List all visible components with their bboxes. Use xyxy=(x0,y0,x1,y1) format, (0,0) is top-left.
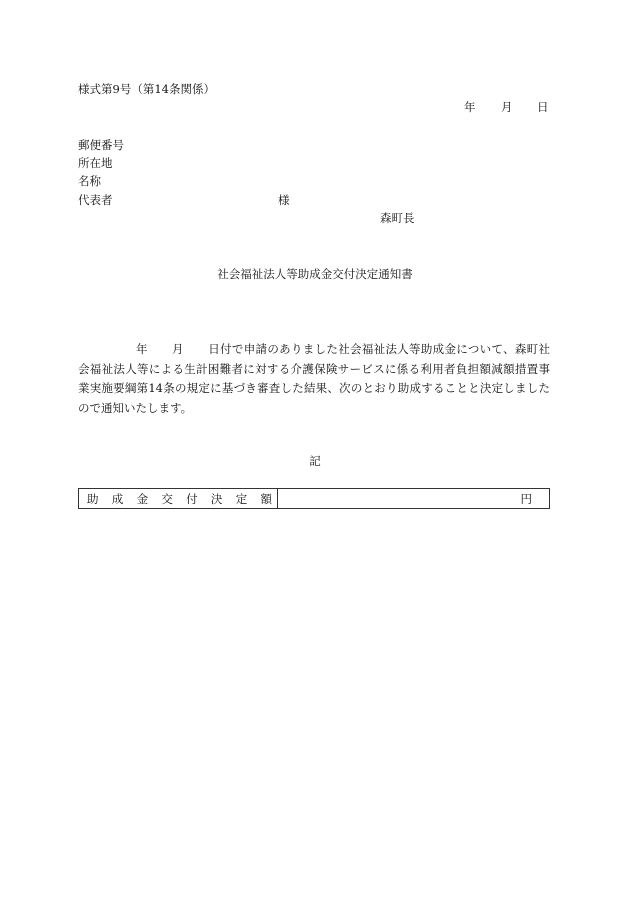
sender-title: 森町長 xyxy=(380,211,415,225)
body-line-4: ので通知いたします。 xyxy=(78,400,193,415)
document-title: 社会福祉法人等助成金交付決定通知書 xyxy=(217,267,413,281)
form-number: 様式第9号（第14条関係） xyxy=(78,82,215,96)
grant-amount-table xyxy=(78,488,550,509)
grant-label-char: 助 xyxy=(87,491,99,506)
name-label: 名称 xyxy=(78,174,101,188)
grant-label-char: 金 xyxy=(136,491,149,506)
representative-label: 代表者 xyxy=(78,193,113,207)
body-month-label: 月 xyxy=(172,342,184,356)
grant-amount-value xyxy=(278,489,549,508)
body-year-label: 年 xyxy=(136,342,148,356)
grant-amount-label xyxy=(79,489,278,508)
body-line-2: 会福祉法人等による生計困難者に対する介護保険サービスに係る利用者負担額減額措置事 xyxy=(78,361,550,376)
grant-amount-unit: 円 xyxy=(520,491,532,506)
date-day-label: 日 xyxy=(537,100,549,114)
grant-label-char: 付 xyxy=(186,491,198,506)
grant-label-char: 定 xyxy=(235,491,248,506)
grant-label-char: 決 xyxy=(210,491,223,506)
postal-code-label: 郵便番号 xyxy=(78,138,124,152)
body-text-1: 日付で申請のありました社会福祉法人等助成金について、森町社 xyxy=(208,342,550,356)
ki-marker: 記 xyxy=(309,454,321,468)
body-line-1 xyxy=(78,340,550,360)
date-year-label: 年 xyxy=(464,100,476,114)
body-line-3: 業実施要綱第14条の規定に基づき審査した結果、次のとおり助成することと決定しました xyxy=(78,381,550,395)
address-label: 所在地 xyxy=(78,156,113,170)
honorific: 様 xyxy=(278,193,290,207)
grant-label-char: 成 xyxy=(111,491,124,506)
body-paragraph xyxy=(78,340,550,418)
date-month-label: 月 xyxy=(501,100,513,114)
grant-label-char: 交 xyxy=(161,491,173,506)
grant-label-char: 額 xyxy=(260,491,272,506)
